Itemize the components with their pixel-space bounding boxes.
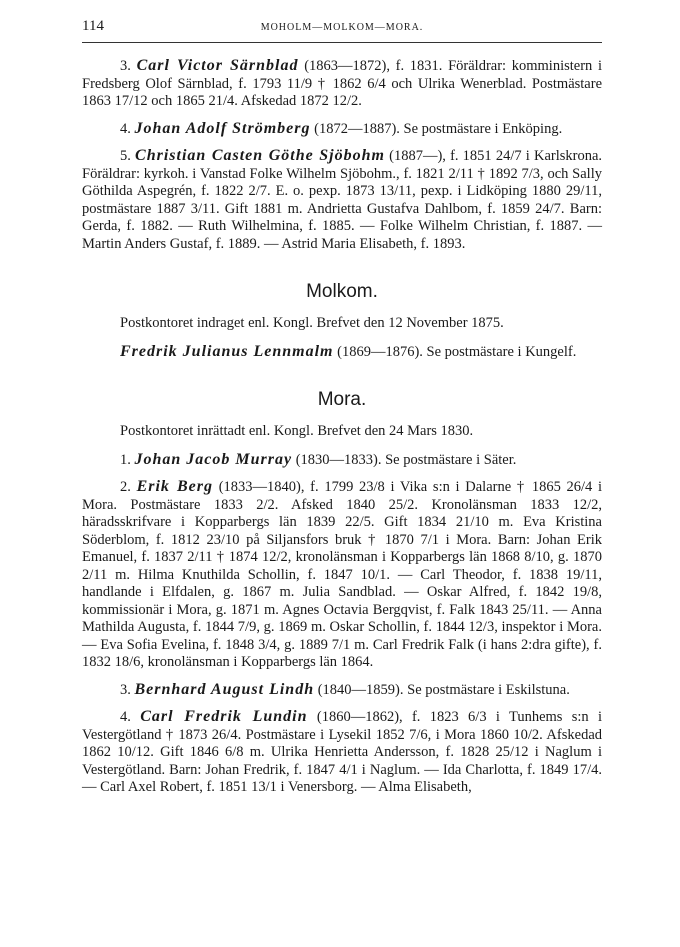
entry-number: 3. xyxy=(120,58,131,74)
entry xyxy=(82,147,602,253)
entry-text: (1869—1876). Se postmästare i Kungelf. xyxy=(337,343,577,360)
entry-name: Johan Adolf Strömberg xyxy=(134,119,311,137)
entry-text: (1872—1887). Se postmästare i Enköping. xyxy=(314,120,563,137)
entry-text: (1863—1872), f. 1831. Föräldrar: komministern i Fredsberg Olof Särnblad, f. 1793 11/9 † 1862 6/4 och Ulrika Wenerblad. Postmästare 1863 17/12 och 1865 21/4. Afskedad 1872 12/2. xyxy=(82,58,603,109)
entry-number: 3. xyxy=(120,681,131,698)
entry-text: (1840—1859). Se postmästare i Eskilstuna. xyxy=(317,681,570,698)
entry-name: Carl Fredrik Lundin xyxy=(140,708,308,725)
section-heading-molkom: Molkom. xyxy=(306,281,378,302)
page-header xyxy=(82,18,602,43)
entry-text: (1833—1840), f. 1799 23/8 i Vika s:n i Dalarne † 1865 26/4 i Mora. Postmästare 1833 2/2. Afsked 1840 25/2. Kronolänsman 1833 12/2, häradsskrifvare i Kopparbergs län 1839 22/5. Gift 1834 21/10 m. Eva Kristina Söderblom, f. 1812 23/10 på Siljansfors bruk † 1870 7/1 i Mora. Barn: Johan Erik Emanuel, f. 1837 2/11 † 1874 12/2, kronolänsman i Kopparbergs län 1868 8/10, g. 1870 2/11 m. Hilma Knuthilda Schollin, f. 1847 10/1. — Carl Theodor, f. 1838 19/11, handlande i Elfdalen, g. 1867 m. Julia Sandblad. — Oskar Alfred, f. 1842 19/8, kommissionär i Mora, g. 1871 m. Agnes Octavia Bergqvist, f. Falk 1843 25/11. — Anna Mathilda Augusta, f. 1844 7/9, g. 1869 m. Oskar Schollin, f. 1844 12/3, inspektor i Mora. — Eva Sofia Evelina, f. 1848 3/4, g. 1889 7/1 m. Carl Fredrik Falk (i hans 2:dra gifte), f. 1832 18/6, kronolänsman i Kopparbergs län 1864. xyxy=(82,479,603,670)
book-page xyxy=(82,18,602,806)
entry xyxy=(82,478,602,672)
entry-name: Carl Victor Särnblad xyxy=(136,57,299,74)
entry-number: 4. xyxy=(120,709,131,725)
entry-text: (1860—1862), f. 1823 6/3 i Tunhems s:n i Vestergötland † 1873 26/4. Postmästare i Lysekil 1852 7/6, i Mora 1860 10/2. Afskedad 1862 10/12. Gift 1846 6/8 m. Ulrika Henrietta Andersson, f. 1828 25/12 i Naglum i Vestergötland. Barn: Johan Fredrik, f. 1847 4/1 i Naglum. — Ida Charlotta, f. 1849 17/4. — Carl Axel Robert, f. 1851 13/1 i Venersborg. — Alma Elisabeth, xyxy=(82,709,603,795)
entry-name: Bernhard August Lindh xyxy=(134,680,315,698)
entry-name: Fredrik Julianus Lennmalm xyxy=(120,342,334,360)
entry-text: (1887—), f. 1851 24/7 i Karlskrona. Föräldrar: kyrkoh. i Vanstad Folke Wilhelm Sjöbohm., f. 1821 2/11 † 1892 7/3, och Sally Göthilda Aspegrén, f. 1822 2/7. E. o. pexp. 1873 13/11, pexp. i Lidköping 1880 29/11, postmästare 1887 3/11. Gift 1881 m. Andrietta Gustafva Dahlbom, f. 1859 24/7. Barn: Gerda, f. 1882. — Ruth Wilhelmina, f. 1885. — Folke Wilhelm Christian, f. 1887. — Martin Anders Gustaf, f. 1889. — Astrid Maria Elisabeth, f. 1893. xyxy=(82,148,603,252)
entry xyxy=(82,708,602,797)
entry xyxy=(82,343,602,362)
entry-number: 4. xyxy=(120,120,131,137)
entry xyxy=(82,681,602,700)
mora-section xyxy=(82,389,602,797)
section-note: Postkontoret inrättadt enl. Kongl. Brefvet den 24 Mars 1830. xyxy=(120,423,474,439)
entry xyxy=(82,57,602,111)
page-number: 114 xyxy=(82,18,104,34)
entry-number: 5. xyxy=(120,148,131,164)
entry xyxy=(82,120,602,139)
entry-number: 2. xyxy=(120,479,131,495)
entry-number: 1. xyxy=(120,451,131,468)
moholm-section xyxy=(82,57,602,253)
entry-name: Erik Berg xyxy=(136,478,213,495)
running-title: MOHOLM—MOLKOM—MORA. xyxy=(260,22,424,33)
entry-text: (1830—1833). Se postmästare i Säter. xyxy=(295,451,517,468)
section-heading-mora: Mora. xyxy=(317,389,367,410)
entry xyxy=(82,451,602,470)
entry-name: Christian Casten Göthe Sjöbohm xyxy=(135,147,385,164)
section-note: Postkontoret indraget enl. Kongl. Brefvet den 12 November 1875. xyxy=(120,315,504,331)
molkom-section xyxy=(82,281,602,361)
entry-name: Johan Jacob Murray xyxy=(134,450,293,468)
